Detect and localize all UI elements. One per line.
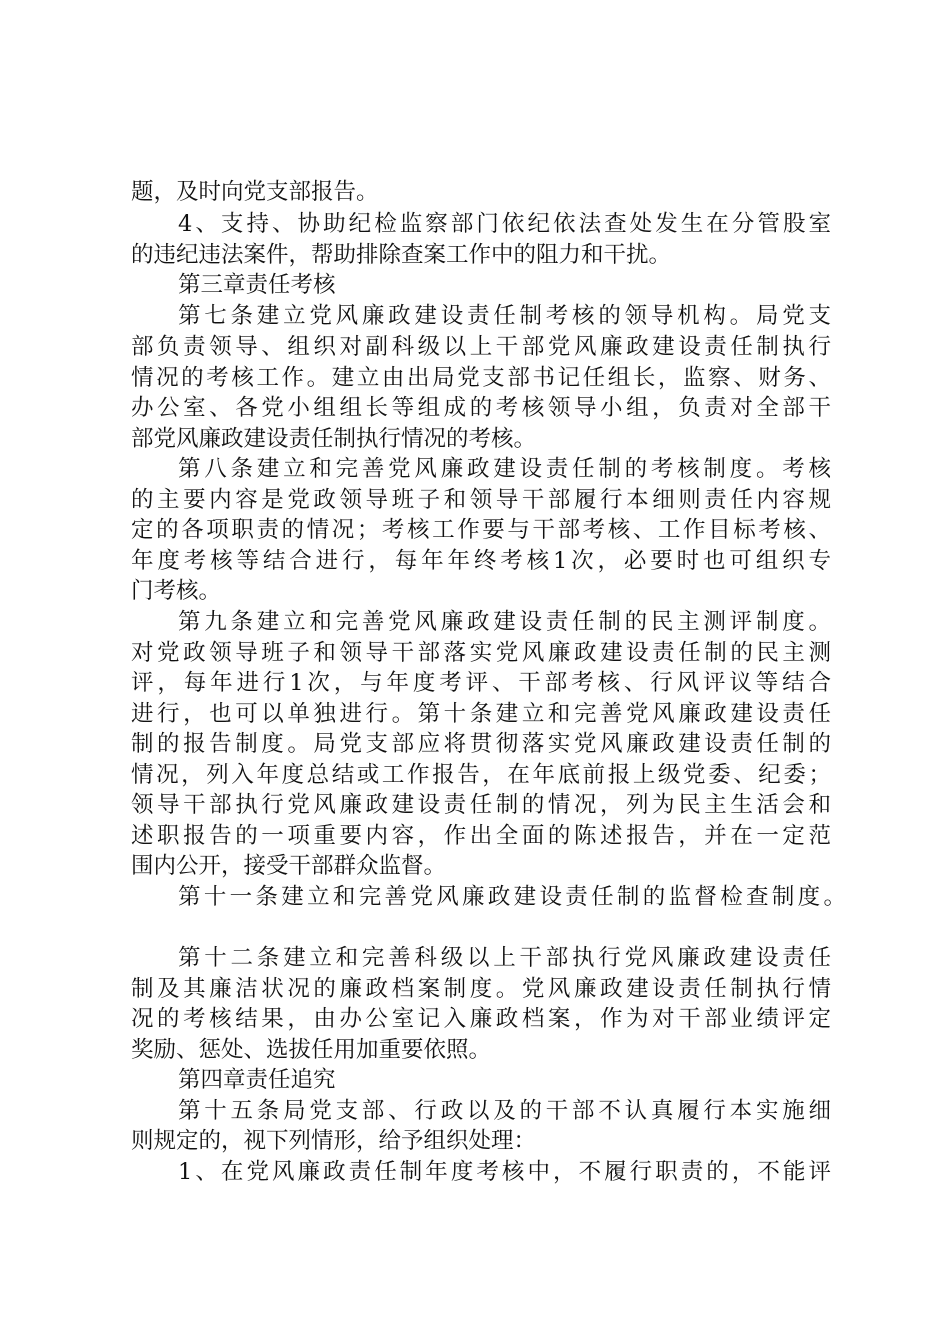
text-line: 领导干部执行党风廉政建设责任制的情况，列为民主生活会和 [131, 792, 831, 818]
text-line: 定的各项职责的情况；考核工作要与干部考核、工作目标考核、 [131, 517, 831, 543]
text-line: 第十五条局党支部、行政以及的干部不认真履行本实施细 [178, 1098, 831, 1124]
text-line: 情况的考核工作。建立由出局党支部书记任组长，监察、财务、 [131, 365, 831, 391]
text-line: 的主要内容是党政领导班子和领导干部履行本细则责任内容规 [131, 487, 831, 513]
text-line: 门考核。 [131, 578, 222, 604]
text-line: 题，及时向党支部报告。 [131, 179, 379, 205]
text-line: 评，每年进行1次，与年度考评、干部考核、行风评议等结合 [131, 670, 831, 696]
text-line: 则规定的，视下列情形，给予组织处理： [131, 1128, 537, 1154]
text-line: 进行，也可以单独进行。第十条建立和完善党风廉政建设责任 [131, 701, 831, 727]
text-line: 围内公开，接受干部群众监督。 [131, 853, 447, 879]
text-line: 奖励、惩处、选拔任用加重要依照。 [131, 1037, 492, 1063]
text-line: 第八条建立和完善党风廉政建设责任制的考核制度。考核 [178, 456, 831, 482]
section-heading: 第四章责任追究 [178, 1067, 336, 1093]
text-line: 的违纪违法案件，帮助排除查案工作中的阻力和干扰。 [131, 242, 672, 268]
text-line: 对党政领导班子和领导干部落实党风廉政建设责任制的民主测 [131, 640, 831, 666]
text-line: 制及其廉洁状况的廉政档案制度。党风廉政建设责任制执行情 [131, 976, 831, 1002]
text-line: 第九条建立和完善党风廉政建设责任制的民主测评制度。 [178, 609, 831, 635]
text-line: 办公室、各党小组组长等组成的考核领导小组，负责对全部干 [131, 395, 831, 421]
text-line: 4、支持、协助纪检监察部门依纪依法查处发生在分管股室 [178, 211, 831, 237]
section-heading: 第三章责任考核 [178, 272, 336, 298]
text-line: 第十二条建立和完善科级以上干部执行党风廉政建设责任 [178, 945, 831, 971]
text-line: 第十一条建立和完善党风廉政建设责任制的监督检查制度。 [178, 884, 846, 910]
text-line: 制的报告制度。局党支部应将贯彻落实党风廉政建设责任制的 [131, 731, 831, 757]
text-line: 第七条建立党风廉政建设责任制考核的领导机构。局党支 [178, 303, 831, 329]
text-line: 情况，列入年度总结或工作报告，在年底前报上级党委、纪委； [131, 762, 831, 788]
text-line: 述职报告的一项重要内容，作出全面的陈述报告，并在一定范 [131, 823, 831, 849]
text-line: 部负责领导、组织对副科级以上干部党风廉政建设责任制执行 [131, 334, 831, 360]
text-line: 1、在党风廉政责任制年度考核中，不履行职责的，不能评 [178, 1159, 831, 1185]
text-line: 年度考核等结合进行，每年年终考核1次，必要时也可组织专 [131, 548, 831, 574]
text-line: 部党风廉政建设责任制执行情况的考核。 [131, 426, 537, 452]
text-line: 况的考核结果，由办公室记入廉政档案，作为对干部业绩评定 [131, 1006, 831, 1032]
